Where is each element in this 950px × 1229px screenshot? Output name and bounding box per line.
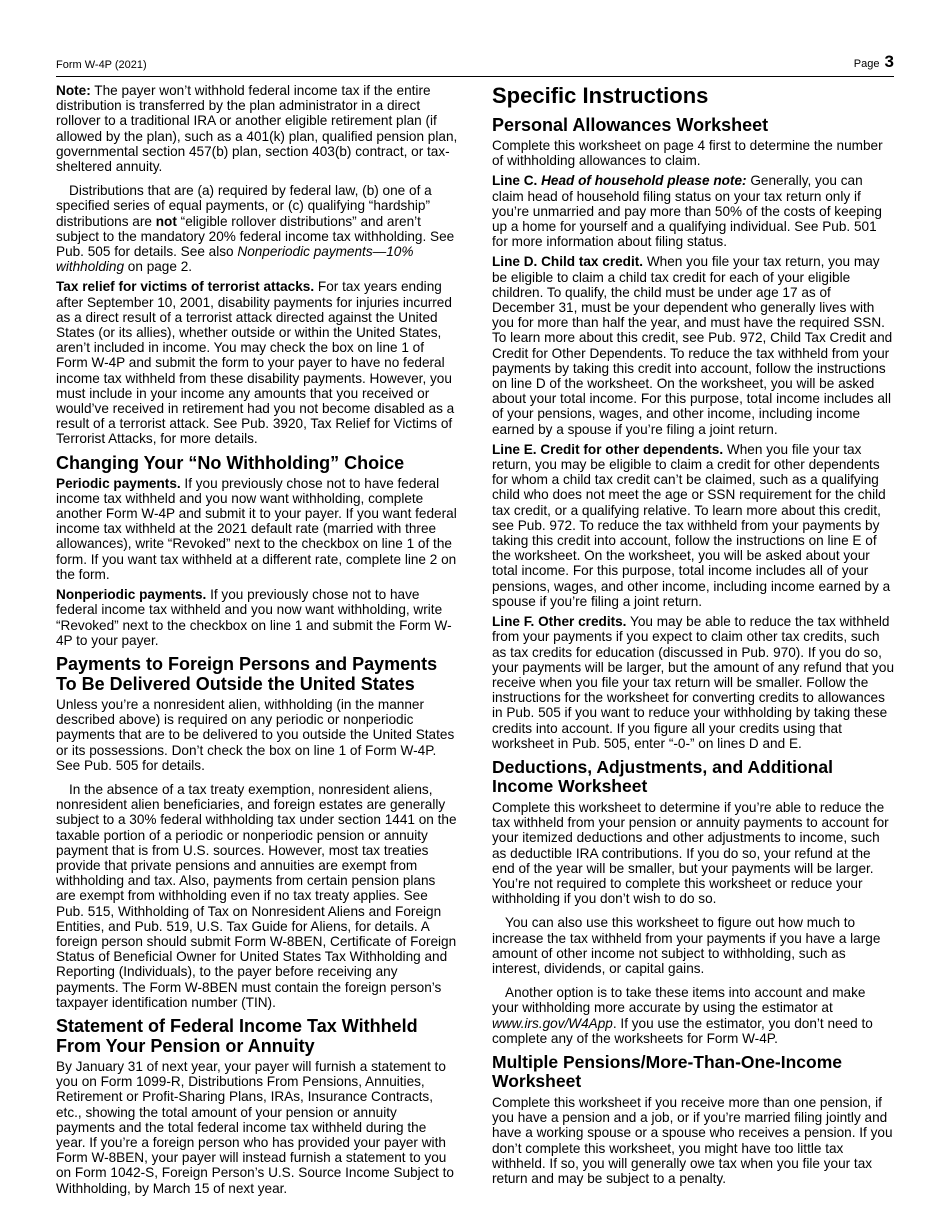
terror-label: Tax relief for victims of terrorist attacks. xyxy=(56,279,315,295)
page-label: Page xyxy=(853,58,880,70)
heading-foreign-persons: Payments to Foreign Persons and Payments To Be Delivered Outside the United States xyxy=(56,653,438,694)
note-paragraph xyxy=(56,83,458,174)
ded-p3-text-b: . If you use the estimator, you don’t need to complete any of the worksheets for Form W-4P. xyxy=(492,1015,873,1046)
line-e-label: Line E. Credit for other dependents. xyxy=(492,441,724,457)
heading-change-choice: Changing Your “No Withholding” Choice xyxy=(56,452,405,473)
dist-text-a: Distributions that are (a) required by federal law, (b) one of a specified series of equal payments, or (c) qualifying “hardship” distributions are xyxy=(56,183,432,229)
dist-text-b: “eligible rollover distributions” and aren’t subject to the mandatory 20% federal income tax withholding. See Pub. 505 for details. See also xyxy=(56,213,455,260)
form-name: Form W-4P (2021) xyxy=(56,59,147,71)
heading-multiple-pensions: Multiple Pensions/More-Than-One-Income Worksheet xyxy=(492,1051,843,1092)
heading-deductions: Deductions, Adjustments, and Additional Income Worksheet xyxy=(492,756,833,797)
terror-paragraph xyxy=(56,279,458,446)
right-column xyxy=(492,83,894,1191)
deductions-paragraph-2: You can also use this worksheet to figure out how much to increase the tax withheld from your payments if you have a large amount of other income not subject to withholding, such as interest, dividends, or capital gains. xyxy=(492,915,881,976)
foreign-paragraph-1: Unless you’re a nonresident alien, withholding (in the manner described above) is required on any periodic or nonperiodic payments that are to be delivered to you outside the United States or its possessions. Don’t check the box on line 1 of Form W-4P. See Pub. 505 for details. xyxy=(56,696,455,773)
nonperiodic-label: Nonperiodic payments. xyxy=(56,587,207,603)
deductions-paragraph-1: Complete this worksheet to determine if you’re able to reduce the tax withheld from your pension or annuity payments to account for your itemized deductions and other adjustments to income, such as deductible IRA contributions. If you do so, your refund at the end of the year will be smaller, but your payments will be larger. You’re not required to complete this worksheet or reduce your withholding if you don’t wish to do so. xyxy=(492,799,889,907)
dist-text-c: on page 2. xyxy=(124,259,193,275)
multiple-paragraph: Complete this worksheet if you receive more than one pension, if you have a pension and a job, or if you’re married filing jointly and have a working spouse or a spouse who receives a pension. If you don’t complete this worksheet, you might have too little tax withheld. If so, you will generally owe tax when you file your tax return and may be subject to a penalty. xyxy=(492,1094,893,1186)
line-e-paragraph xyxy=(492,442,894,609)
foreign-paragraph-2: In the absence of a tax treaty exemption, nonresident aliens, nonresident alien beneficiaries, and foreign estates are generally subject to a 30% federal withholding tax under section 1441 on the taxable portion of a periodic or nonperiodic pension or annuity payment that is from U.S. sources. However, most tax treaties provide that private pensions and annuities are exempt from withholding and tax. Also, payments from certain pension plans are exempt from withholding even if no tax treaty applies. See Pub. 515, Withholding of Tax on Nonresident Aliens and Foreign Entities, and Pub. 519, U.S. Tax Guide for Aliens, for details. A foreign person should submit Form W-8BEN, Certificate of Foreign Status of Beneficial Owner for United States Tax Withholding and Reporting (Individuals), to the payer before receiving any payments. The Form W-8BEN must contain the foreign person’s taxpayer identification number (TIN). xyxy=(56,781,457,1010)
page-number: 3 xyxy=(884,52,894,71)
page-header xyxy=(56,52,894,77)
terror-text: For tax years ending after September 10, 2001, disability payments for injuries incurred as a direct result of a terrorist attack directed against the United States (or its allies), whether outside or within the United States, aren’t included in income. You may check the box on line 1 of Form W-4P and submit the form to your payer to have no federal income tax withheld from these disability payments. However, you must include in your income any amounts that you received or would’ve received in retirement had you not become disabled as a result of a terrorist attack. See Pub. 3920, Tax Relief for Victims of Terrorist Attacks, for more details. xyxy=(56,279,455,447)
line-f-paragraph xyxy=(492,614,894,751)
heading-specific-instructions: Specific Instructions xyxy=(492,83,709,108)
line-f-label: Line F. Other credits. xyxy=(492,614,627,630)
left-column xyxy=(56,83,458,1201)
dist-not: not xyxy=(155,213,177,229)
line-c-label: Line C. xyxy=(492,173,538,189)
line-d-text: When you file your tax return, you may be eligible to claim a child tax credit for each of your eligible children. To qualify, the child must be under age 17 as of December 31, must be your dependent who generally lives with you for more than half the year, and must have the required SSN. To learn more about this credit, see Pub. 972, Child Tax Credit and Credit for Other Dependents. To reduce the tax withheld from your payments by taking this credit into account, follow the instructions on line D of the worksheet. On the worksheet, you will be asked about your total income. For this purpose, total income includes all of your pensions, wages, and other income, including income earned by a spouse if you’re filing a joint return. xyxy=(492,254,893,437)
periodic-paragraph xyxy=(56,476,458,582)
line-f-text: You may be able to reduce the tax withheld from your payments if you expect to claim other tax credits, such as tax credits for education (discussed in Pub. 970). If you do so, your payments will be larger, but the amount of any refund that you receive when you file your tax return will be smaller. Follow the instructions for the worksheet for converting credits to allowances in Pub. 505 if you want to reduce your withholding by taking these credits into account. If you figure all your credits using that worksheet in Pub. 505, enter “-0-” on lines D and E. xyxy=(492,614,895,751)
estimator-link[interactable]: www.irs.gov/W4App xyxy=(492,1015,613,1031)
note-text: The payer won’t withhold federal income tax if the entire distribution is transferred by the plan administrator in a direct rollover to a traditional IRA or another eligible retirement plan (if allowed by the plan), such as a 401(k) plan, qualified pension plan, governmental section 457(b) plan, section 403(b) contract, or tax-sheltered annuity. xyxy=(56,83,458,175)
line-d-paragraph xyxy=(492,254,894,436)
statement-paragraph: By January 31 of next year, your payer will furnish a statement to you on Form 1099-R, Distributions From Pensions, Annuities, Retirement or Profit-Sharing Plans, IRAs, Insurance Contracts, etc., showing the total amount of your pension or annuity payments and the total federal income tax withheld during the year. If you’re a foreign person who has provided your payer with Form W-8BEN, your payer will instead furnish a statement to you on Form 1042-S, Foreign Person’s U.S. Source Income Subject to Withholding, by March 15 of next year. xyxy=(56,1058,454,1196)
line-c-italic: Head of household please note: xyxy=(541,173,747,189)
personal-paragraph: Complete this worksheet on page 4 first to determine the number of withholding allowances to claim. xyxy=(492,138,883,169)
nonperiodic-paragraph xyxy=(56,587,458,648)
periodic-text: If you previously chose not to have federal income tax withheld and you now want withholding, complete another Form W-4P and submit it to your payer. If you want federal income tax withheld at the 2021 default rate (married with three allowances), write “Revoked” next to the checkbox on line 1 of the form. If you want tax withheld at a different rate, complete line 2 on the form. xyxy=(56,475,457,582)
heading-statement: Statement of Federal Income Tax Withheld From Your Pension or Annuity xyxy=(56,1015,418,1056)
note-label: Note: xyxy=(56,83,91,98)
page-indicator xyxy=(854,52,894,72)
line-d-label: Line D. Child tax credit. xyxy=(492,254,644,270)
distributions-paragraph xyxy=(56,183,458,274)
deductions-paragraph-3 xyxy=(492,985,894,1046)
dist-italic-ref: Nonperiodic payments—10% withholding xyxy=(56,244,414,275)
periodic-label: Periodic payments. xyxy=(56,475,181,491)
ded-p3-text-a: Another option is to take these items into account and make your withholding more accurate by using the estimator at xyxy=(492,985,866,1016)
line-c-paragraph xyxy=(492,173,894,249)
heading-personal-allowances: Personal Allowances Worksheet xyxy=(492,115,769,135)
line-e-text: When you file your tax return, you may be eligible to claim a credit for other dependents for whom a child tax credit can’t be claimed, such as a qualifying child who does not meet the age or SSN requirement for the child tax credit, or a qualifying relative. To learn more about this credit, see Pub. 972. To reduce the tax withheld from your payments by taking this credit into account, follow the instructions on line E of the worksheet. On the worksheet, you will be asked about your total income. For this purpose, total income includes all of your pensions, wages, and other income, including income earned by a spouse if you’re filing a joint return. xyxy=(492,441,891,609)
line-c-text: Generally, you can claim head of household filing status on your tax return only if you’re unmarried and pay more than 50% of the costs of keeping up a home for yourself and a qualifying individual. See Pub. 501 for more information about filing status. xyxy=(492,173,882,250)
nonperiodic-text: If you previously chose not to have federal income tax withheld and you now want withholding, write “Revoked” next to the checkbox on line 1 and submit the Form W-4P to your payer. xyxy=(56,587,452,648)
